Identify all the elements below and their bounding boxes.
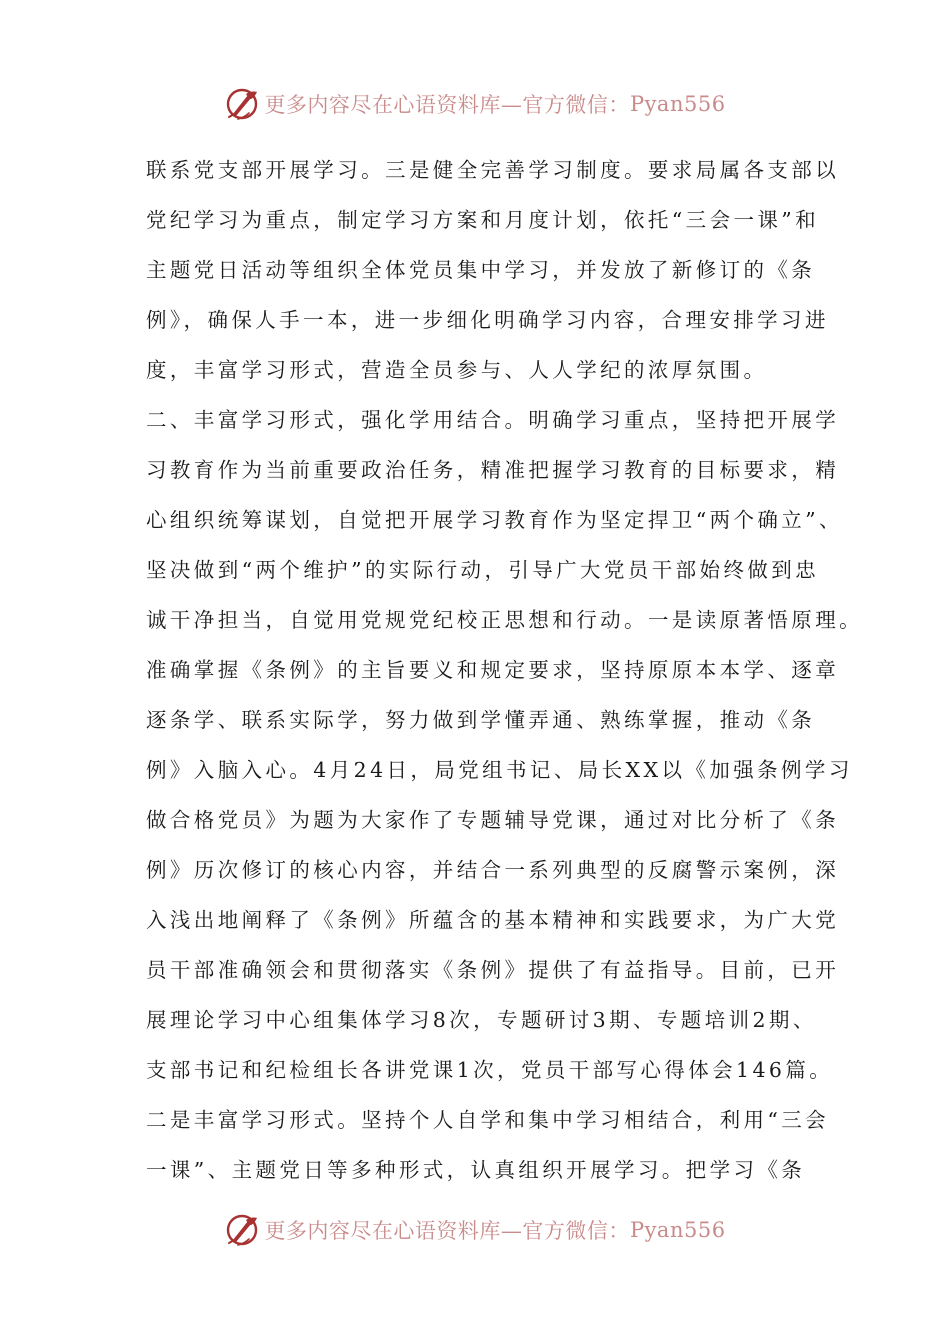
quill-pen-circle-icon (224, 86, 260, 122)
text-line: 逐条学、联系实际学，努力做到学懂弄通、熟练掌握，推动《条 (146, 708, 816, 732)
text-line: 一课”、主题党日等多种形式，认真组织开展学习。把学习《条 (146, 1158, 806, 1182)
header-banner-text: 更多内容尽在心语资料库—官方微信： (264, 93, 630, 117)
text-line: 主题党日活动等组织全体党员集中学习，并发放了新修订的《条 (146, 258, 816, 282)
text-line: 员干部准确领会和贯彻落实《条例》提供了有益指导。目前，已开 (146, 958, 840, 982)
text-line: 例》入脑入心。4月24日，局党组书记、局长XX以《加强条例学习 (146, 758, 853, 782)
footer-banner-text: 更多内容尽在心语资料库—官方微信： (264, 1219, 630, 1243)
text-line: 例》，确保人手一本，进一步细化明确学习内容，合理安排学习进 (146, 308, 829, 332)
text-line: 联系党支部开展学习。三是健全完善学习制度。要求局属各支部以 (146, 158, 840, 182)
text-line: 准确掌握《条例》的主旨要义和规定要求，坚持原原本本学、逐章 (146, 658, 840, 682)
header-banner (0, 82, 950, 126)
document-body (146, 145, 863, 1195)
text-line: 例》历次修订的核心内容，并结合一系列典型的反腐警示案例，深 (146, 858, 840, 882)
text-line: 支部书记和纪检组长各讲党课1次，党员干部写心得体会146篇。 (146, 1058, 834, 1082)
text-line: 做合格党员》为题为大家作了专题辅导党课，通过对比分析了《条 (146, 808, 840, 832)
footer-banner (0, 1208, 950, 1252)
footer-wechat-id: Pyan556 (629, 1218, 726, 1242)
text-line: 入浅出地阐释了《条例》所蕴含的基本精神和实践要求，为广大党 (146, 908, 840, 932)
text-line: 诚干净担当，自觉用党规党纪校正思想和行动。一是读原著悟原理。 (146, 608, 863, 632)
footer-banner-content (224, 1212, 725, 1248)
text-line: 党纪学习为重点，制定学习方案和月度计划，依托“三会一课”和 (146, 208, 820, 232)
quill-pen-circle-icon (224, 1212, 260, 1248)
text-line: 二、丰富学习形式，强化学用结合。明确学习重点，坚持把开展学 (146, 408, 840, 432)
text-line: 坚决做到“两个维护”的实际行动，引导广大党员干部始终做到忠 (146, 558, 820, 582)
text-line: 心组织统筹谋划，自觉把开展学习教育作为坚定捍卫“两个确立”、 (146, 508, 843, 532)
header-banner-content (224, 86, 725, 122)
header-wechat-id: Pyan556 (629, 92, 726, 116)
text-line: 度，丰富学习形式，营造全员参与、人人学纪的浓厚氛围。 (146, 358, 768, 382)
text-line: 习教育作为当前重要政治任务，精准把握学习教育的目标要求，精 (146, 458, 840, 482)
text-line: 二是丰富学习形式。坚持个人自学和集中学习相结合，利用“三会 (146, 1108, 830, 1132)
text-line: 展理论学习中心组集体学习8次，专题研讨3期、专题培训2期、 (146, 1008, 817, 1032)
